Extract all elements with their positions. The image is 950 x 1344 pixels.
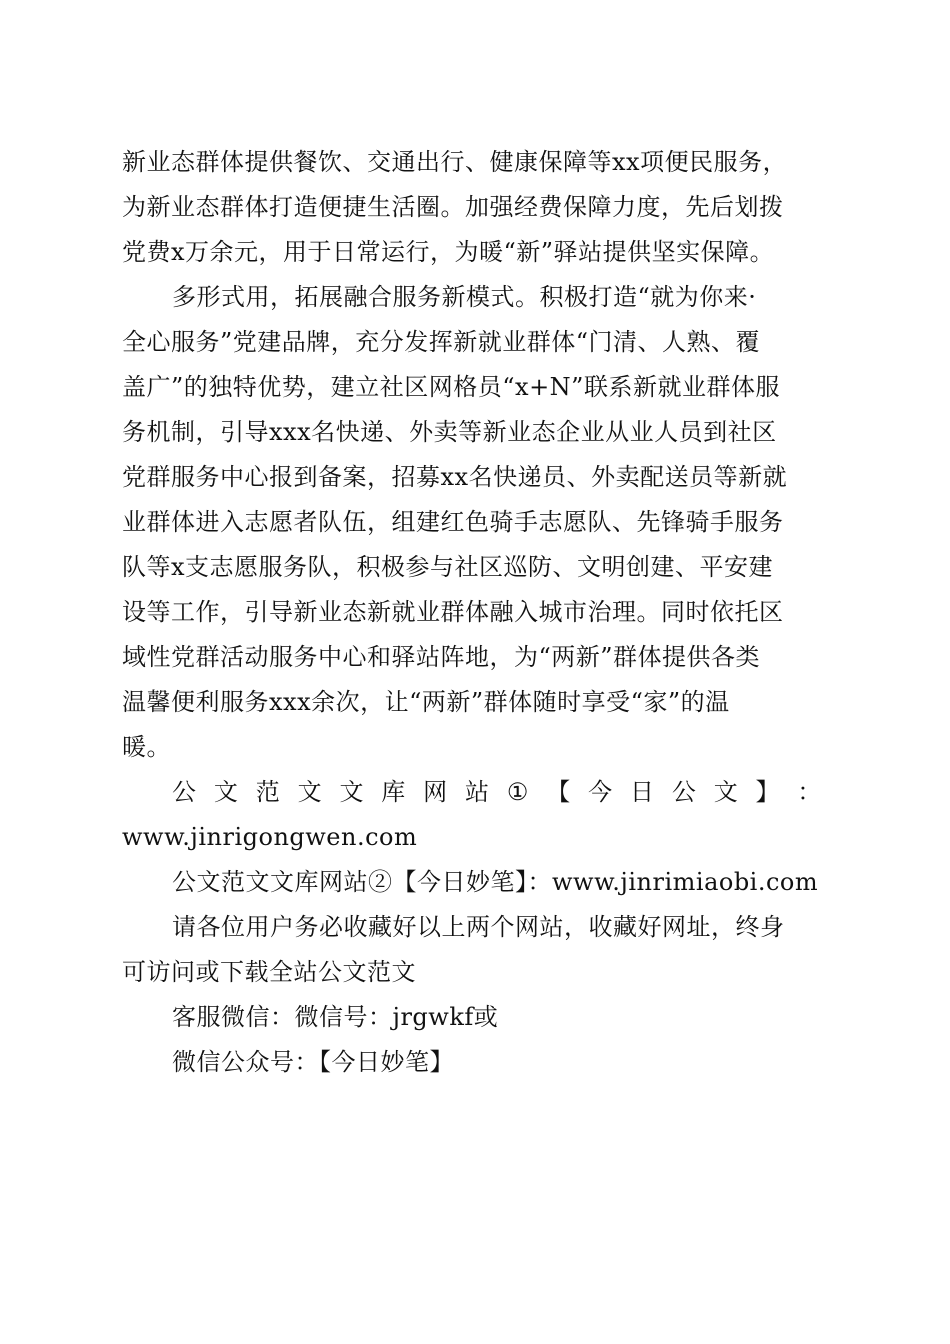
wechat-line: 客服微信：微信号：jrgwkf或 [172, 1003, 499, 1031]
paragraph-line: 党群服务中心报到备案，招募xx名快递员、外卖配送员等新就 [122, 463, 788, 491]
paragraph-line: 域性党群活动服务中心和驿站阵地，为“两新”群体提供各类 [122, 643, 761, 671]
paragraph-line: 业群体进入志愿者队伍，组建红色骑手志愿队、先锋骑手服务 [122, 508, 784, 536]
site1-char: 】 [755, 778, 781, 806]
site1-char: 文 [339, 778, 364, 806]
paragraph-line: 为新业态群体打造便捷生活圈。加强经费保障力度，先后划拨 [122, 193, 784, 221]
paragraph-line: 设等工作，引导新业态新就业群体融入城市治理。同时依托区 [122, 598, 784, 626]
paragraph-line: 温馨便利服务xxx余次，让“两新”群体随时享受“家”的温 [122, 688, 730, 716]
site1-char: 公 [671, 778, 697, 806]
site1-char: 网 [423, 778, 448, 806]
paragraph-line: 党费x万余元，用于日常运行，为暖“新”驿站提供坚实保障。 [122, 238, 775, 266]
paragraph-line: 多形式用，拓展融合服务新模式。积极打造“就为你来· [172, 283, 757, 311]
paragraph-line: 务机制，引导xxx名快递、外卖等新业态企业从业人员到社区 [122, 418, 777, 446]
paragraph-line: 全心服务”党建品牌，充分发挥新就业群体“门清、人熟、覆 [122, 328, 761, 356]
site1-char: 站 [465, 778, 490, 806]
paragraph-line: 队等x支志愿服务队，积极参与社区巡防、文明创建、平安建 [122, 553, 774, 581]
site1-char: 日 [629, 778, 655, 806]
notice-line: 请各位用户务必收藏好以上两个网站，收藏好网址，终身 [172, 913, 785, 941]
site1-char: 库 [381, 778, 406, 806]
paragraph-line: 暖。 [122, 733, 171, 761]
site1-char: ： [797, 778, 822, 806]
site1-url: www.jinrigongwen.com [122, 823, 418, 851]
site1-char: ① [506, 778, 529, 806]
site1-char: 今 [588, 778, 613, 806]
notice-line: 可访问或下载全站公文范文 [122, 958, 416, 986]
site2-line: 公文范文文库网站②【今日妙笔】：www.jinrimiaobi.com [172, 868, 819, 896]
paragraph-line: 新业态群体提供餐饮、交通出行、健康保障等xx项便民服务， [122, 148, 788, 176]
site1-char: 文 [213, 778, 239, 806]
site1-char: 范 [255, 778, 281, 806]
site1-char: 【 [546, 778, 571, 806]
site1-char: 公 [172, 778, 197, 806]
site1-char: 文 [713, 778, 739, 806]
site1-char: 文 [297, 778, 323, 806]
paragraph-line: 盖广”的独特优势，建立社区网格员“x+N”联系新就业群体服 [122, 373, 780, 401]
site1-label [172, 777, 822, 807]
official-account-line: 微信公众号：【今日妙笔】 [172, 1048, 454, 1076]
